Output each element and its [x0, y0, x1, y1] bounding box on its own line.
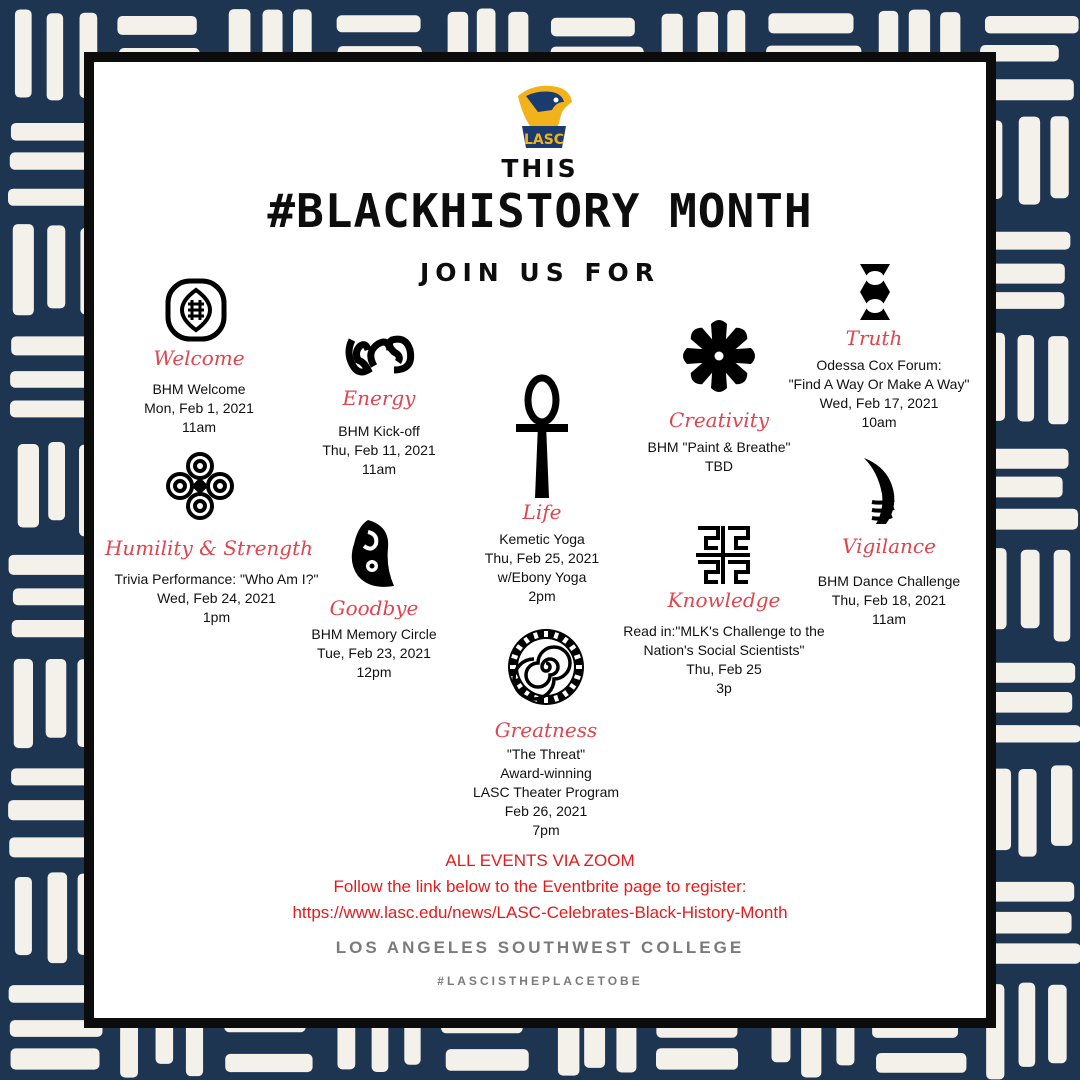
creativity-star-icon [679, 316, 759, 396]
event-truth [774, 356, 984, 432]
event-flyer-card [84, 52, 996, 1028]
event-greatness [446, 745, 646, 840]
pattern-stroke [11, 336, 94, 355]
pattern-stroke [1054, 550, 1071, 642]
pattern-stroke [48, 872, 68, 963]
pattern-stroke [984, 264, 1065, 284]
theme-energy: Energy [342, 386, 416, 410]
pattern-stroke [1051, 765, 1072, 845]
event-line: "Find A Way Or Make A Way" [788, 376, 970, 392]
pattern-stroke [10, 152, 94, 169]
pattern-stroke [18, 444, 39, 527]
hashtag: #LASCISTHEPLACETOBE [437, 974, 643, 988]
pattern-stroke [986, 232, 1071, 250]
pattern-stroke [985, 16, 1079, 33]
event-line: Trivia Performance: "Who Am I?" [114, 571, 319, 587]
event-line: Thu, Feb 18, 2021 [831, 592, 947, 608]
event-line: 11am [362, 461, 396, 477]
pattern-stroke [10, 400, 91, 417]
event-life [467, 530, 617, 606]
pattern-stroke [446, 1049, 529, 1071]
pattern-stroke [983, 912, 1071, 934]
event-line: Tue, Feb 23, 2021 [317, 645, 431, 661]
nyame-dua-icon [164, 278, 228, 342]
event-line: 12pm [356, 664, 392, 680]
ankh-icon [514, 374, 570, 502]
event-line: Nation's Social Scientists" [643, 642, 805, 658]
pattern-stroke [1048, 985, 1067, 1064]
event-line: Thu, Feb 25 [686, 661, 762, 677]
event-line: Read in:"MLK's Challenge to the [623, 623, 825, 639]
vigilance-horn-icon [860, 454, 908, 528]
theme-greatness: Greatness [494, 718, 598, 742]
college-name: LOS ANGELES SOUTHWEST COLLEGE [335, 938, 745, 957]
event-line: Kemetic Yoga [499, 531, 585, 547]
theme-creativity: Creativity [668, 408, 770, 432]
event-line: Feb 26, 2021 [504, 803, 588, 819]
pattern-stroke [1050, 116, 1068, 198]
event-line: Award-winning [500, 765, 592, 781]
event-vigilance [799, 572, 979, 629]
pattern-stroke [48, 442, 65, 520]
event-line: 11am [182, 419, 216, 435]
event-humility-strength [99, 570, 334, 627]
pattern-stroke [1019, 117, 1040, 205]
pattern-stroke [551, 18, 635, 37]
pattern-stroke [337, 15, 421, 32]
event-welcome [114, 380, 284, 437]
event-line: 3p [716, 680, 732, 696]
pattern-stroke [8, 800, 92, 820]
pattern-stroke [225, 1054, 312, 1072]
pattern-stroke [768, 13, 853, 33]
logo-text: LASC [523, 132, 565, 148]
pattern-stroke [14, 659, 33, 748]
pattern-stroke [656, 1048, 738, 1069]
theme-knowledge: Knowledge [667, 588, 781, 612]
pattern-stroke [13, 588, 94, 605]
pattern-stroke [984, 882, 1074, 902]
event-line: BHM "Paint & Breathe" [647, 439, 791, 455]
knowledge-maze-icon [694, 524, 752, 586]
pattern-stroke [9, 837, 88, 857]
event-line: BHM Memory Circle [311, 626, 437, 642]
truth-figure-eight-icon [852, 260, 898, 324]
event-line: Mon, Feb 1, 2021 [144, 400, 254, 416]
event-line: "The Threat" [506, 746, 586, 762]
lasc-cougar-logo [512, 82, 576, 152]
theme-goodbye: Goodbye [329, 596, 419, 620]
header-this: THIS [501, 154, 579, 183]
theme-life: Life [522, 500, 562, 524]
pattern-stroke [1018, 769, 1036, 857]
pattern-stroke [1019, 983, 1036, 1067]
theme-humility-strength: Humility & Strength [104, 536, 314, 560]
event-line: BHM Dance Challenge [817, 573, 961, 589]
event-line: BHM Welcome [152, 381, 246, 397]
event-line: 11am [872, 611, 906, 627]
event-line: Wed, Feb 17, 2021 [819, 395, 939, 411]
theme-welcome: Welcome [153, 346, 245, 370]
pattern-stroke [12, 620, 90, 637]
pattern-stroke [46, 659, 67, 738]
dwennimmen-spirals-icon [164, 450, 236, 522]
pattern-stroke [986, 943, 1080, 963]
pattern-stroke [47, 13, 63, 100]
pattern-stroke [47, 225, 65, 308]
pattern-stroke [985, 509, 1078, 530]
theme-truth: Truth [845, 326, 903, 350]
event-line: BHM Kick-off [338, 423, 420, 439]
zoom-notice: ALL EVENTS VIA ZOOM [445, 851, 635, 870]
event-line: w/Ebony Yoga [497, 569, 587, 585]
pattern-stroke [8, 189, 88, 206]
header-join-us: JOIN US FOR [419, 258, 661, 287]
pattern-stroke [11, 123, 90, 141]
event-goodbye [289, 625, 459, 682]
sun-tooth [544, 631, 548, 637]
energy-symbol-icon [344, 330, 416, 382]
register-instructions: Follow the link below to the Eventbrite page to register: [333, 877, 747, 896]
event-line: Thu, Feb 11, 2021 [322, 442, 436, 458]
goodbye-spiral-icon [346, 518, 396, 590]
greatness-sun-spiral-icon [504, 625, 588, 709]
event-line: TBD [705, 458, 733, 474]
event-energy [284, 422, 474, 479]
event-line: 10am [861, 414, 897, 430]
registration-link[interactable]: https://www.lasc.edu/news/LASC-Celebrates-Black-History-Month [292, 903, 788, 922]
pattern-stroke [117, 16, 196, 35]
pattern-stroke [13, 224, 34, 315]
pattern-stroke [986, 449, 1069, 469]
event-line: Odessa Cox Forum: [816, 357, 942, 373]
event-line: Wed, Feb 24, 2021 [157, 590, 276, 606]
event-knowledge [609, 622, 839, 698]
pattern-stroke [15, 9, 32, 97]
event-line: LASC Theater Program [472, 784, 620, 800]
event-line: 7pm [532, 822, 560, 838]
event-line: 2pm [528, 588, 556, 604]
pattern-stroke [11, 768, 93, 785]
pattern-stroke [984, 692, 1072, 713]
event-creativity [624, 438, 814, 476]
header-title: #BLACKHISTORY MONTH [267, 184, 813, 238]
pattern-stroke [1021, 550, 1040, 628]
sun-tooth [576, 665, 582, 669]
pattern-stroke [876, 1053, 966, 1073]
theme-vigilance: Vigilance [842, 534, 936, 558]
event-line: Thu, Feb 25, 2021 [484, 550, 600, 566]
pattern-stroke [11, 1048, 100, 1069]
event-line: 1pm [202, 609, 231, 625]
pattern-stroke [1048, 336, 1068, 424]
pattern-stroke [15, 877, 32, 955]
pattern-stroke [985, 725, 1080, 742]
pattern-stroke [1018, 335, 1035, 422]
